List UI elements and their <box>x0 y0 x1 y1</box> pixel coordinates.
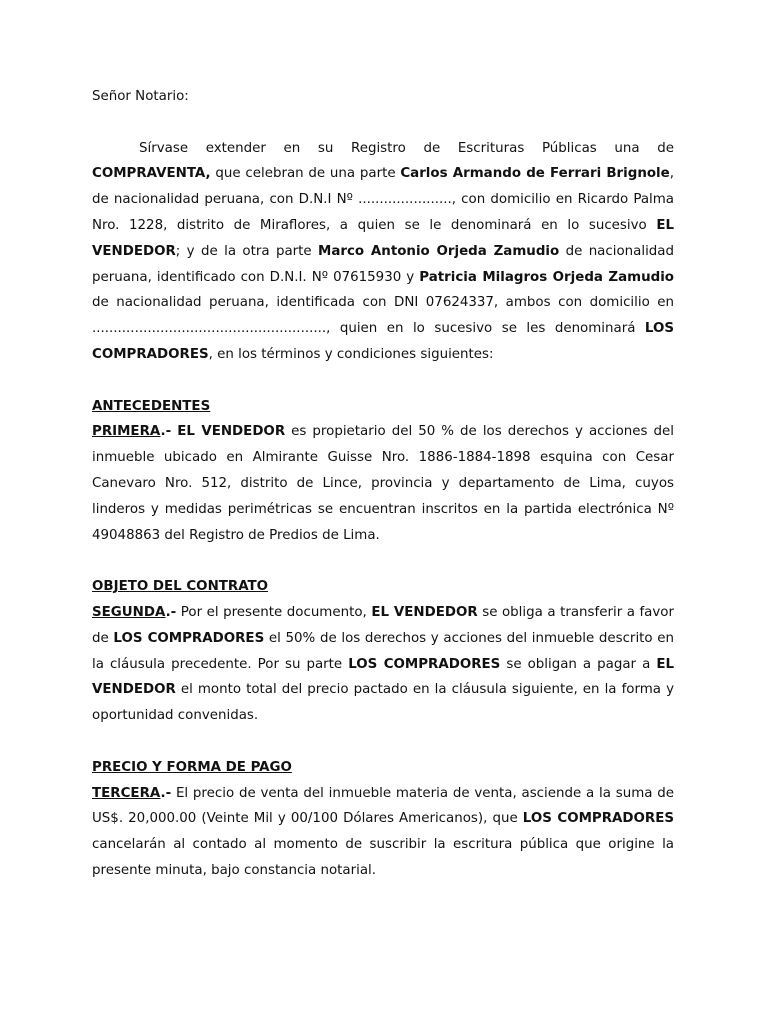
intro-text: , de nacionalidad peruana, con D.N.I Nº ......................, con domicilio en Ricardo Palma Nro. 1228, distrito de Miraflores, a quien se le denominará en lo sucesivo <box>92 166 674 233</box>
clause-separator: .- <box>160 785 172 801</box>
clause-segunda <box>92 600 674 729</box>
intro-text: ; y de la otra parte <box>175 243 319 259</box>
clause-text: el 50% de los derechos y acciones del inmueble descrito en la cláusula precedente. Por su parte <box>92 630 675 672</box>
intro-text: , en los términos y condiciones siguientes: <box>208 346 494 362</box>
clause-text: el monto total del precio pactado en la cláusula siguiente, en la forma y oportunidad convenidas. <box>92 682 674 724</box>
section-heading-precio <box>92 755 674 781</box>
section-heading-text: OBJETO DEL CONTRATO <box>92 579 269 595</box>
section-heading-text: ANTECEDENTES <box>92 398 211 414</box>
buyer-name-2: Patricia Milagros Orjeda Zamudio <box>419 269 674 285</box>
clause-text: El precio de venta del inmueble materia de venta, asciende a la suma de US$. 20,000.00 (Veinte Mil y 00/100 Dólares Americanos), que <box>92 785 674 827</box>
clause-text: se obliga a transferir a favor de <box>92 604 675 646</box>
seller-term: EL VENDEDOR <box>177 424 286 440</box>
buyer-name-1: Marco Antonio Orjeda Zamudio <box>318 243 560 259</box>
intro-paragraph <box>92 136 674 368</box>
section-heading-text: PRECIO Y FORMA DE PAGO <box>92 759 292 775</box>
contract-type: COMPRAVENTA, <box>92 166 211 182</box>
buyers-term: LOS COMPRADORES <box>348 656 501 672</box>
intro-text: de nacionalidad peruana, identificado con D.N.I. Nº 07615930 y <box>92 243 675 285</box>
greeting: Señor Notario: <box>92 89 189 104</box>
buyers-term: LOS COMPRADORES <box>92 321 674 362</box>
seller-term: EL VENDEDOR <box>371 604 478 620</box>
clause-label: PRIMERA <box>92 424 161 440</box>
clause-primera <box>92 419 674 548</box>
clause-label: SEGUNDA <box>92 604 166 620</box>
clause-separator: .- <box>165 604 177 620</box>
clause-text: es propietario del 50 % de los derechos y acciones del inmueble ubicado en Almirante Guisse Nro. 1886-1884-1898 esquina con Cesar Canevaro Nro. 512, distrito de Lince, provincia y departamento de Lima, cuyos linderos y medidas perimétricas se encuentran inscritos en la partida electrónica Nº 49048863 del Registro de Predios de Lima. <box>92 424 674 543</box>
document-page <box>92 84 674 884</box>
clause-tercera <box>92 781 674 884</box>
clause-text: Por el presente documento, <box>176 604 372 620</box>
intro-text: que celebran de una parte <box>210 166 401 182</box>
section-heading-antecedentes <box>92 394 674 420</box>
buyers-term: LOS COMPRADORES <box>522 811 674 827</box>
clause-text: se obligan a pagar a <box>500 656 657 672</box>
intro-text: Sírvase extender en su Registro de Escrituras Públicas una de <box>139 140 674 156</box>
buyers-term: LOS COMPRADORES <box>113 630 265 646</box>
seller-term: EL VENDEDOR <box>92 656 674 698</box>
seller-term: EL VENDEDOR <box>92 217 674 259</box>
intro-text: de nacionalidad peruana, identificada con DNI 07624337, ambos con domicilio en ......................................................., quien en lo sucesivo se les denominará <box>92 295 674 337</box>
clause-label: TERCERA <box>92 785 161 801</box>
clause-text: cancelarán al contado al momento de suscribir la escritura pública que origine la presente minuta, bajo constancia notarial. <box>92 837 674 878</box>
seller-name: Carlos Armando de Ferrari Brignole <box>400 166 670 182</box>
clause-separator: .- <box>160 424 172 440</box>
section-heading-objeto <box>92 574 674 600</box>
